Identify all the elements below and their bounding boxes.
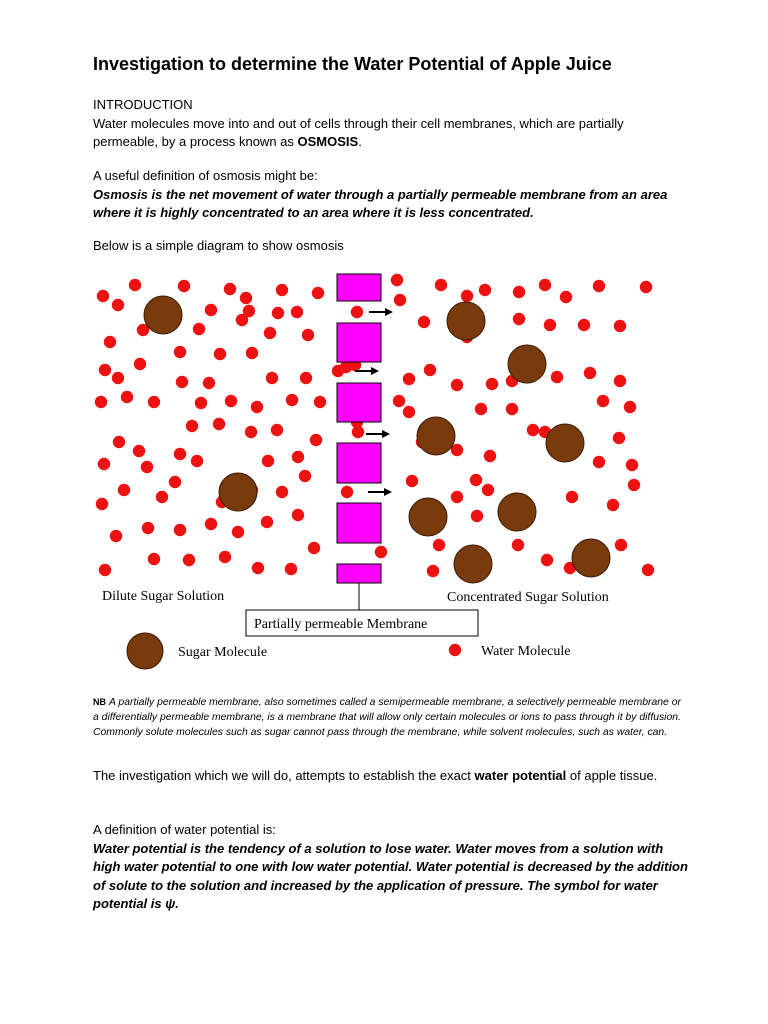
water-molecule [264,327,276,339]
nb-note [93,695,683,740]
water-potential-definition: Water potential is the tendency of a solution to lose water. Water moves from a solution with high water potential to one with low water potential. Water potential is decreased by the addition of solute to the solution and increased by the application of pressure. The symbol for water potential is ψ. [93,840,688,911]
water-molecule [262,455,274,467]
water-molecule [332,365,344,377]
water-molecule [470,474,482,486]
water-molecule [121,391,133,403]
water-molecule [451,491,463,503]
water-molecule [292,509,304,521]
membrane-segment [337,443,381,483]
water-molecule [96,498,108,510]
intro-heading: INTRODUCTION [93,97,193,112]
water-molecule [482,484,494,496]
water-molecule [169,476,181,488]
water-molecule [375,546,387,558]
water-molecule [104,336,116,348]
legend-water-label: Water Molecule [481,644,571,659]
water-molecule [593,280,605,292]
water-molecule [251,401,263,413]
water-molecule [299,470,311,482]
water-molecule [614,320,626,332]
water-molecule [403,406,415,418]
osmosis-diagram [92,270,658,672]
wp-definition-lead: A definition of water potential is: [93,822,276,837]
membrane-segment [337,383,381,422]
water-molecule [479,284,491,296]
water-molecule [551,371,563,383]
nb-tag: NB [93,697,106,707]
water-molecule [393,395,405,407]
water-molecule [285,563,297,575]
water-molecule [626,459,638,471]
arrow-head-icon [382,430,390,438]
water-molecule [183,554,195,566]
water-molecule [219,551,231,563]
water-molecule [302,329,314,341]
water-molecule [195,397,207,409]
water-molecule [391,274,403,286]
legend-sugar-icon [127,633,163,669]
water-molecule [245,426,257,438]
legend-sugar-label: Sugar Molecule [178,645,268,660]
water-molecule [314,396,326,408]
sugar-molecule [219,473,257,511]
sugar-molecule [447,302,485,340]
water-molecule [613,432,625,444]
water-molecule [156,491,168,503]
water-molecule [484,450,496,462]
water-molecule [142,522,154,534]
water-molecule [174,524,186,536]
water-molecule [433,539,445,551]
membrane-segment [337,564,381,583]
water-molecule [292,451,304,463]
sugar-molecule [572,539,610,577]
water-molecule [133,445,145,457]
water-molecule [118,484,130,496]
water-molecule [451,379,463,391]
water-molecule [95,396,107,408]
diagram-lead: Below is a simple diagram to show osmosis [93,238,344,253]
water-molecule [266,372,278,384]
water-molecule [312,287,324,299]
water-molecule [513,286,525,298]
water-molecule [461,290,473,302]
water-molecule [403,373,415,385]
water-molecule [352,426,364,438]
water-molecule [418,316,430,328]
water-molecule [276,284,288,296]
water-molecule [544,319,556,331]
water-molecule [614,375,626,387]
water-molecule [98,458,110,470]
water-molecule [424,364,436,376]
water-molecule [539,279,551,291]
water-molecule [214,348,226,360]
sugar-molecule [417,417,455,455]
arrow-head-icon [385,308,393,316]
arrow-head-icon [384,488,392,496]
water-molecule [624,401,636,413]
water-molecule [351,306,363,318]
water-molecule [471,510,483,522]
water-molecule [435,279,447,291]
water-molecule [427,565,439,577]
water-molecule [406,475,418,487]
water-molecule [174,346,186,358]
water-molecule [129,279,141,291]
water-molecule [308,542,320,554]
legend-water-icon [449,644,461,656]
water-molecule [99,364,111,376]
water-molecule [506,403,518,415]
osmosis-diagram-svg [92,270,658,672]
water-molecule [178,280,190,292]
water-molecule [310,434,322,446]
water-molecule [286,394,298,406]
water-molecule [341,486,353,498]
water-molecule [607,499,619,511]
water-molecule [232,526,244,538]
sugar-molecule [508,345,546,383]
arrow-head-icon [371,367,379,375]
membrane-segment [337,503,381,543]
water-molecule [186,420,198,432]
water-molecule [566,491,578,503]
water-molecule [110,530,122,542]
water-molecule [300,372,312,384]
water-molecule [394,294,406,306]
water-molecule [272,307,284,319]
water-molecule [113,436,125,448]
membrane-segment [337,274,381,301]
water-molecule [148,396,160,408]
water-molecule [628,479,640,491]
osmosis-definition-section [93,167,688,223]
water-molecule [615,539,627,551]
water-molecule [141,461,153,473]
water-molecule [527,424,539,436]
sugar-molecule [409,498,447,536]
water-molecule [97,290,109,302]
water-molecule [193,323,205,335]
water-molecule [560,291,572,303]
water-molecule [148,553,160,565]
osmosis-term: OSMOSIS [297,134,359,149]
water-molecule [276,486,288,498]
water-molecule [291,306,303,318]
water-molecule [475,403,487,415]
water-molecule [252,562,264,574]
water-molecule [205,518,217,530]
page-title: Investigation to determine the Water Potential of Apple Juice [93,54,612,74]
water-molecule [225,395,237,407]
water-molecule [261,516,273,528]
water-molecule [99,564,111,576]
introduction-section [93,96,688,152]
water-molecule [213,418,225,430]
water-molecule [174,448,186,460]
membrane-segment [337,323,381,362]
sugar-molecule [546,424,584,462]
water-molecule [640,281,652,293]
water-molecule [597,395,609,407]
water-molecule [246,347,258,359]
investigation-paragraph: The investigation which we will do, attempts to establish the exact water potential of apple tissue. [93,768,658,783]
water-molecule [541,554,553,566]
water-molecule [513,313,525,325]
sugar-molecule [144,296,182,334]
concentrated-solution-label: Concentrated Sugar Solution [447,590,609,605]
water-molecule [134,358,146,370]
water-molecule [112,299,124,311]
definition-lead: A useful definition of osmosis might be: [93,168,318,183]
water-molecule [642,564,654,576]
sugar-molecule [454,545,492,583]
water-molecule [112,372,124,384]
intro-paragraph: Water molecules move into and out of cells through their cell membranes, which are partially permeable, by a process known as OSMOSIS. [93,115,624,149]
water-molecule [584,367,596,379]
water-molecule [486,378,498,390]
water-molecule [593,456,605,468]
osmosis-definition: Osmosis is the net movement of water through a partially permeable membrane from an area where it is highly concentrated to an area where it is less concentrated. [93,186,668,220]
water-molecule [191,455,203,467]
water-molecule [240,292,252,304]
water-molecule [271,424,283,436]
water-molecule [203,377,215,389]
water-potential-definition-section [93,821,688,914]
water-molecule [176,376,188,388]
water-molecule [236,314,248,326]
membrane-label: Partially permeable Membrane [254,617,428,632]
sugar-molecule [498,493,536,531]
water-molecule [205,304,217,316]
water-potential-term: water potential [474,768,567,783]
water-molecule [578,319,590,331]
water-molecule [224,283,236,295]
dilute-solution-label: Dilute Sugar Solution [102,589,225,604]
nb-text: A partially permeable membrane, also sometimes called a semipermeable membrane, a selectively permeable membrane or a differentially permeable membrane, is a membrane that will allow only certain molecules or ions to pass through it by diffusion. Commonly solute molecules such as sugar cannot pass through the membrane, while solvent molecules, such as water, can. [93,697,681,738]
water-molecule [512,539,524,551]
